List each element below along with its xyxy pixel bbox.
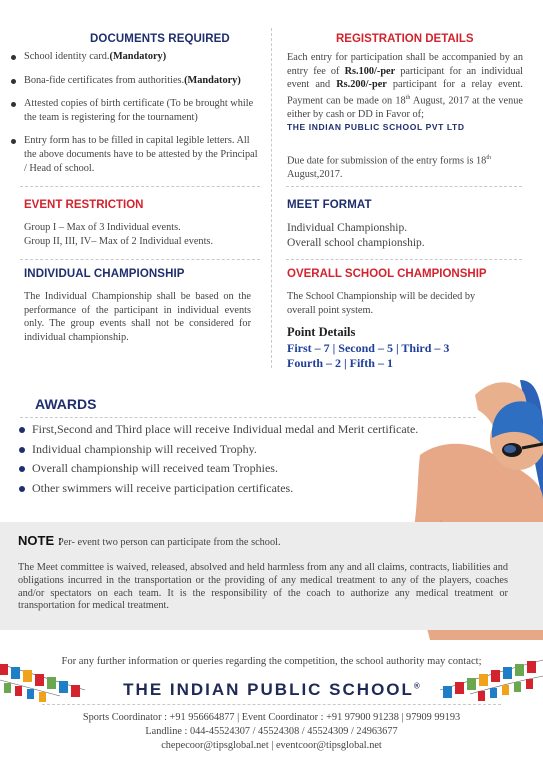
event-restriction-heading: EVENT RESTRICTION [24,199,144,211]
event-restriction-text: Group I – Max of 3 Individual events. Group II, III, IV– Max of 2 Individual events. [24,222,214,247]
list-item: Other swimmers will receive participation certificates. [18,479,418,499]
list-item: Bona-fide certificates from authorities.(Mandatory) [8,74,262,88]
points-row-2: Fourth – 2 | Fifth – 1 [287,356,393,370]
individual-heading: INDIVIDUAL CHAMPIONSHIP [24,268,185,280]
overall-heading: OVERALL SCHOOL CHAMPIONSHIP [287,268,487,280]
waiver-text: The Meet committee is waived, released, absolved and held harmless from any and all claims, contracts, liabilities and obligations incurred in the transportation or the providing of any medical treatment to any of the players, coaches and/or spectators on each team. It is the responsibility of the coach to authorize any medical treatment or transportation for medical treatment. [18,562,508,612]
list-item: Individual championship will received Trophy. [18,440,418,460]
note-text: Per- event two person can participate from the school. [58,537,281,548]
meet-format-heading: MEET FORMAT [287,199,372,211]
list-item: Entry form has to be filled in capital legible letters. All the above documents have to be attested by the Principal / Head of school. [8,134,262,175]
meet-format-text: Individual Championship. Overall school championship. [287,222,425,249]
landline-contacts: Landline : 044-45524307 / 45524308 / 45524309 / 24963677 [145,726,398,737]
due-date: Due date for submission of the entry forms is 18th August,2017. [287,155,491,181]
contact-intro: For any further information or queries regarding the competition, the school authority may contact; [61,656,482,667]
footer-divider [42,704,501,705]
list-item: Attested copies of birth certificate (To be brought while the team is registering for the tournament) [8,97,262,124]
documents-heading: DOCUMENTS REQUIRED [90,33,230,45]
points-title: Point Details [287,325,356,339]
awards-heading: AWARDS [35,396,97,412]
favor-name: THE INDIAN PUBLIC SCHOOL PVT LTD [287,122,465,133]
note-label: NOTE : [18,533,63,548]
registration-heading: REGISTRATION DETAILS [336,33,474,45]
points-row-1: First – 7 | Second – 5 | Third – 3 [287,341,450,355]
school-logo-text: THE INDIAN PUBLIC SCHOOL® [123,680,420,699]
list-item: School identity card.(Mandatory) [8,50,262,64]
list-item: First,Second and Third place will receive Individual medal and Merit certificate. [18,420,418,440]
registration-text: Each entry for participation shall be accompanied by an entry fee of Rs.100/-per participant for an individual event and Rs.200/-per participant for a relay event. Payment can be made on 18th August, 2017 at the venue either by cash or DD in Favor of; THE INDIAN PUBLIC SCHOOL PVT LTD [287,52,524,133]
email-contacts[interactable]: chepecoor@tipsglobal.net | eventcoor@tipsglobal.net [161,740,382,751]
individual-text: The Individual Championship shall be based on the performance of the participant in individual events only. The group events shall not be considered for individual championship. [24,291,251,343]
list-item: Overall championship will received team Trophies. [18,459,418,479]
coordinator-contacts: Sports Coordinator : +91 956664877 | Event Coordinator : +91 97900 91238 | 97909 99193 [82,712,461,723]
overall-text: The School Championship will be decided by overall point system. [287,291,476,316]
